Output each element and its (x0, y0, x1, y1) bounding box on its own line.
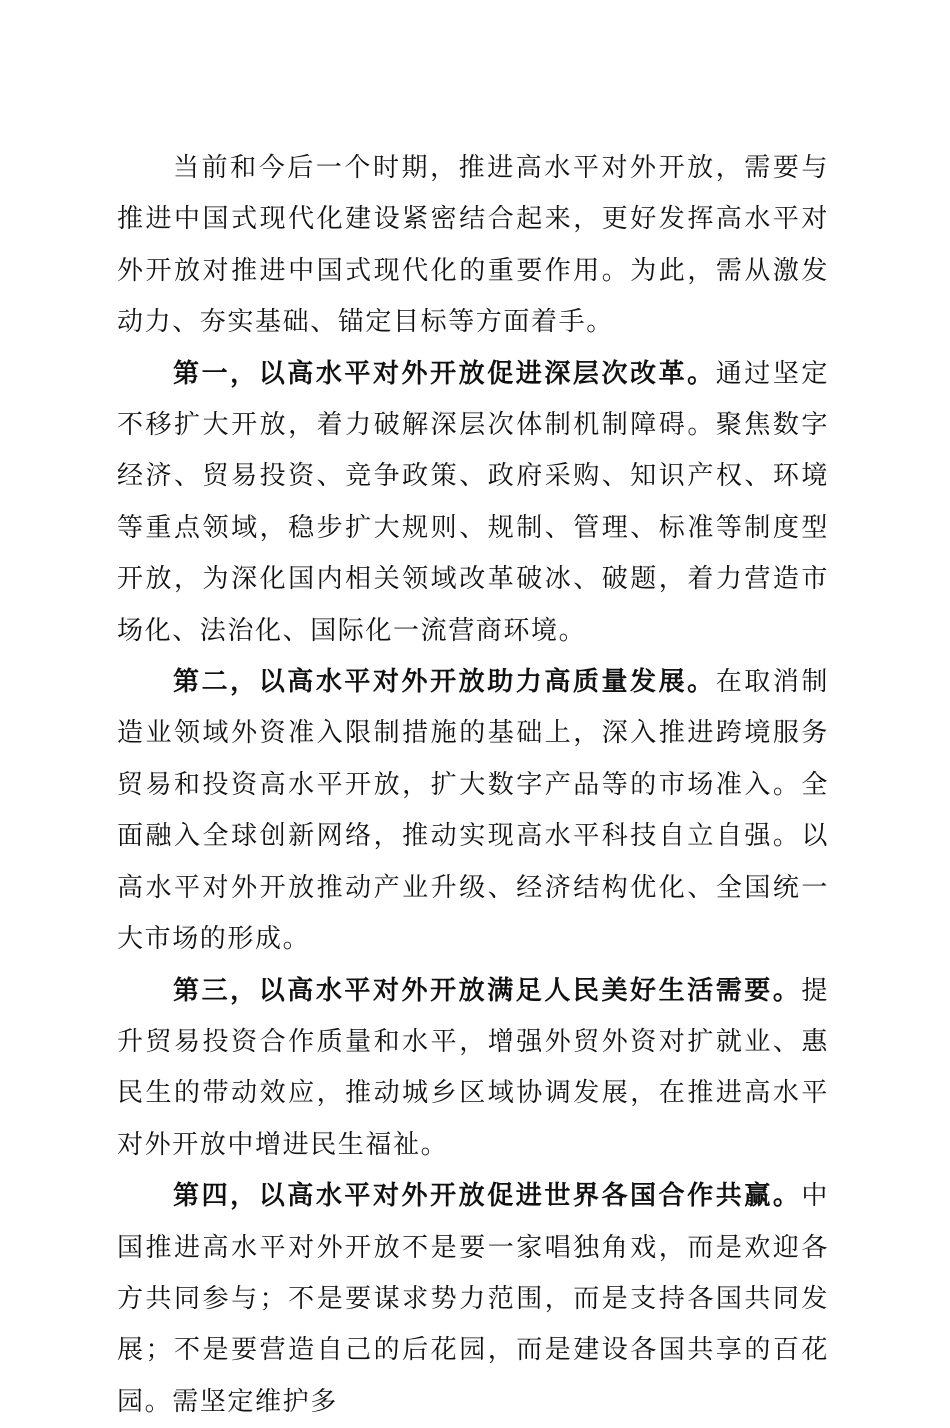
paragraph-second-heading: 第二，以高水平对外开放助力高质量发展。 (173, 667, 716, 698)
paragraph-intro (117, 143, 829, 349)
paragraph-first (117, 349, 829, 657)
paragraph-first-heading: 第一，以高水平对外开放促进深层次改革。 (173, 358, 716, 389)
paragraph-third (117, 966, 829, 1172)
paragraph-third-text: 提升贸易投资合作质量和水平，增强外贸外资对扩就业、惠民生的带动效应，推动城乡区域协调发展，在推进高水平对外开放中增进民生福祉。 (117, 975, 829, 1160)
paragraph-fourth-heading: 第四，以高水平对外开放促进世界各国合作共赢。 (173, 1181, 802, 1212)
paragraph-third-heading: 第三，以高水平对外开放满足人民美好生活需要。 (173, 975, 802, 1006)
document-body (117, 143, 829, 1428)
paragraph-second (117, 657, 829, 965)
paragraph-intro-text: 当前和今后一个时期，推进高水平对外开放，需要与推进中国式现代化建设紧密结合起来，更好发挥高水平对外开放对推进中国式现代化的重要作用。为此，需从激发动力、夯实基础、锚定目标等方面着手。 (117, 153, 829, 338)
paragraph-second-text: 在取消制造业领域外资准入限制措施的基础上，深入推进跨境服务贸易和投资高水平开放，扩大数字产品等的市场准入。全面融入全球创新网络，推动实现高水平科技自立自强。以高水平对外开放推动产业升级、经济结构优化、全国统一大市场的形成。 (117, 667, 829, 955)
paragraph-fourth (117, 1171, 829, 1428)
paragraph-fourth-text: 中国推进高水平对外开放不是要一家唱独角戏，而是欢迎各方共同参与；不是要谋求势力范围，而是支持各国共同发展；不是要营造自己的后花园，而是建设各国共享的百花园。需坚定维护多 (117, 1181, 829, 1417)
paragraph-first-text: 通过坚定不移扩大开放，着力破解深层次体制机制障碍。聚焦数字经济、贸易投资、竞争政策、政府采购、知识产权、环境等重点领域，稳步扩大规则、规制、管理、标准等制度型开放，为深化国内相关领域改革破冰、破题，着力营造市场化、法治化、国际化一流营商环境。 (117, 358, 829, 646)
